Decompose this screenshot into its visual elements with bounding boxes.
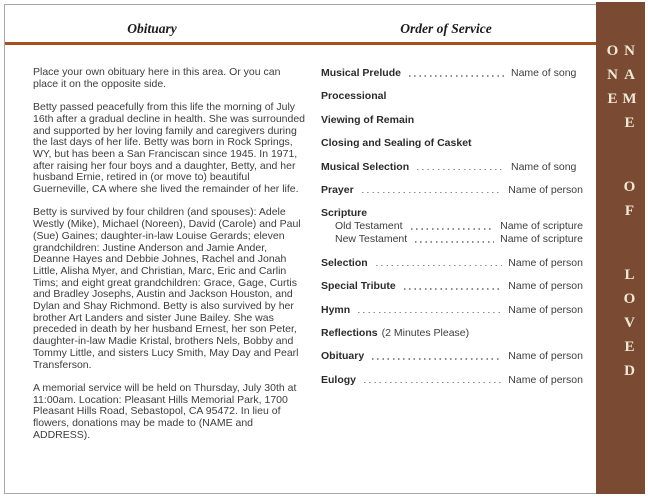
service-item-value: Name of scripture: [500, 220, 583, 233]
name-of-loved-one-banner: [596, 2, 645, 494]
leader-dots: [415, 241, 494, 243]
service-item-label: Old Testament: [335, 220, 403, 233]
order-of-service-heading: Order of Service: [400, 21, 492, 36]
obituary-paragraph: A memorial service will be held on Thursday, July 30th at 11:00am. Location: Pleasant Hills Memorial Park, 1700 Pleasant Hills Road, Sebastopol, CA 95472. In lieu of flowers, donations may be made to (NAME and ADDRESS).: [33, 381, 297, 441]
service-item: [321, 220, 583, 232]
leader-dots: [411, 228, 495, 230]
obituary-paragraph: Betty passed peacefully from this life the morning of July 16th after a gradual decline in health. She was surrounded and supported by her loving family and caregivers during the last days of her life. Betty was born in Rock Springs, WY, but has been a San Franciscan since 1945. In 1971, after raising her four boys and a daughter, Betty, and her husband Ernie, retired in (or move to) beautiful Guerneville, CA where she lived the remainder of her life.: [33, 101, 306, 196]
service-item: [321, 90, 583, 102]
service-item-value: Name of song: [511, 160, 577, 173]
leader-dots: [417, 169, 505, 171]
leader-dots: [372, 358, 502, 360]
leader-dots: [358, 312, 502, 314]
service-item-value: Name of person: [508, 183, 583, 196]
service-item: [321, 161, 583, 173]
service-item-label: Prayer: [321, 183, 354, 196]
service-item-note: (2 Minutes Please): [381, 326, 470, 339]
service-item-label: Eulogy: [321, 373, 357, 386]
leader-dots: [376, 265, 503, 267]
service-item-label: Scripture: [321, 207, 368, 220]
obituary-paragraph: Place your own obituary here in this area. Or you can place it on the opposite side.: [33, 66, 281, 90]
service-item-value: Name of scripture: [500, 233, 583, 246]
service-item-label: Special Tribute: [321, 280, 396, 293]
leader-dots: [364, 382, 502, 384]
obituary-text-column: [33, 67, 306, 453]
service-item: [321, 280, 583, 292]
service-item-value: Name of person: [508, 373, 583, 386]
header-divider-rule: [5, 42, 596, 45]
leader-dots: [362, 192, 503, 194]
service-item-value: Name of person: [508, 350, 583, 363]
service-item: [321, 233, 583, 245]
service-item: [321, 327, 583, 339]
service-item: [321, 207, 583, 219]
service-item: [321, 67, 583, 79]
service-item: [321, 350, 583, 362]
service-item-label: New Testament: [335, 233, 408, 246]
service-item-value: Name of person: [508, 303, 583, 316]
name-of-loved-one-vertical-text: NAME OF LOVED ONE: [604, 43, 638, 387]
service-item-label: Viewing of Remain: [321, 113, 415, 126]
service-item: [321, 257, 583, 269]
service-item-value: Name of person: [508, 256, 583, 269]
service-item-label: Closing and Sealing of Casket: [321, 137, 472, 150]
service-item-label: Musical Selection: [321, 160, 410, 173]
service-item-label: Musical Prelude: [321, 67, 401, 79]
service-item-value: Name of song: [511, 67, 577, 79]
service-item: [321, 137, 583, 149]
obituary-paragraph: Betty is survived by four children (and spouses): Adele Westly (Mike), Michael (Noreen), David (Carole) and Paul (Sue) Gaines; daughter-in-law Louise Gerards; eleven grandchildren: Justine Anderson and Jamie Ander, Deanne Hayes and Debbie Johnes, Rachel and Jonah Little, Alisha Myer, and Christian, Marc, Eric and Carlin Tims; and eight great grandchildren: Grace, Gage, Curtis and Bradley Josephs, Austin and Jackson Houston, and Dylan and Shay Richmond. Betty is also survived by her brother Art Landers and sister June Bailey. She was preceded in death by her husband Ernest, her son Peter, daughter-in-law Madie Kristal, brothers Nels, Bobby and Tommy Little, and sisters Lucy Smith, May Day and Pearl Transferson.: [33, 206, 301, 371]
service-item: [321, 114, 583, 126]
service-item: [321, 184, 583, 196]
service-item: [321, 374, 583, 386]
service-item: [321, 304, 583, 316]
leader-dots: [409, 75, 505, 77]
obituary-heading: Obituary: [127, 21, 177, 36]
service-item-label: Reflections: [321, 326, 378, 339]
service-item-label: Processional: [321, 90, 387, 103]
service-item-label: Obituary: [321, 350, 365, 363]
service-item-label: Hymn: [321, 303, 351, 316]
service-item-label: Selection: [321, 256, 368, 269]
leader-dots: [404, 288, 503, 290]
service-item-value: Name of person: [508, 280, 583, 293]
order-of-service-column: [321, 67, 583, 397]
